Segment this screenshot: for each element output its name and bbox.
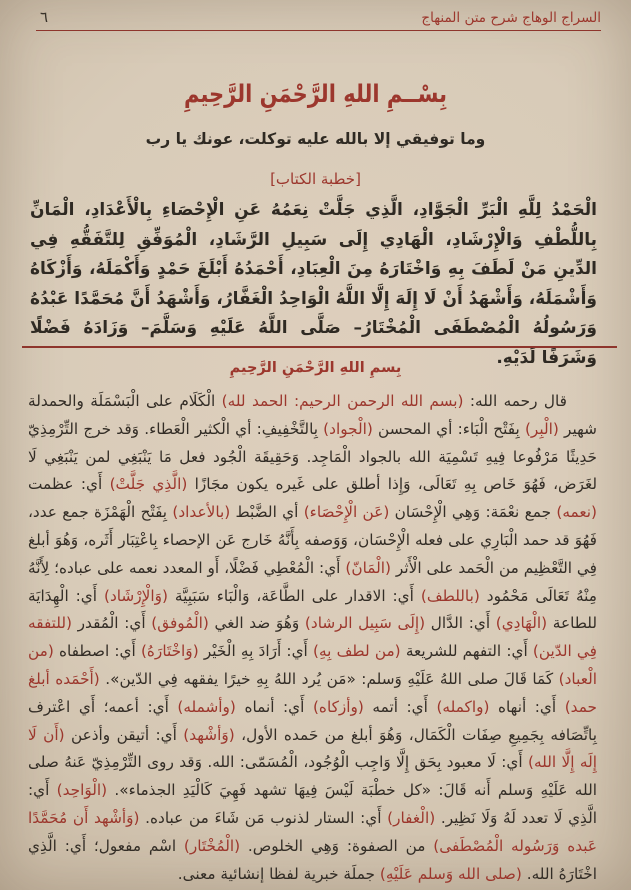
- text-segment: بِالتَّخْفِيفِ: أي الْكثير الْعَطاء. وَقد خرج التِّرْمِذِيّ حَدِيثًا مَرْفُوعا فِيهِ تَسْمِيَة الله بالجواد الْمَاجِد. وَحَقِيقَة الْجُود فعل مَا يَنْبَغِي لمن يَنْبَغِي لَا لغَرَض، فَهُوَ خَاص بِهِ تَعَالَى، وَإِذا أطلق على غَيره يكون مجَازًا: [28, 419, 597, 494]
- text-segment: (واكمله): [427, 697, 490, 716]
- text-segment: وَهُوَ ضد الغي: [208, 614, 300, 633]
- text-segment: الْكَلَام على الْبَسْمَلَة والحمدلة شهير: [28, 392, 597, 438]
- text-segment: (الْمُخْتَار): [176, 836, 241, 855]
- text-segment: أَي: عظمت: [28, 475, 103, 494]
- text-segment: بِفَتْح الْهَمْزَة جمع عدد، فَهُوَ قد حمد الْبَارِي على فعله الْإِحْسَان، وَوَصفه بِأَنَّهُ خَارج عَن الإحصاء بِاعْتِبَار أَثَره، وَهُوَ أبلغ فِي التَّعْظِيم من الْحَمد على الْأَثر: [28, 503, 597, 577]
- text-segment: أَي: أَرَادَ بِهِ الْخَيْر: [198, 642, 308, 661]
- bismillah-heading: بِسمِ اللهِ الرَّحْمَنِ الرَّحِيمِ: [229, 360, 402, 376]
- text-segment: (الَّذِي جَلَّتْ): [102, 475, 188, 494]
- text-segment: أَي: أنهاه: [489, 697, 557, 716]
- running-title: السراج الوهاج شرح متن المنهاج: [421, 10, 601, 26]
- text-segment: (وأشمله): [168, 697, 236, 716]
- basmala-calligraphy: بِسْــمِ اللهِ الرَّحْمَنِ الرَّحِيمِ: [184, 80, 447, 108]
- text-segment: (باللطف): [413, 586, 480, 605]
- text-segment: (للتفقه فِي الدّين): [28, 614, 597, 661]
- text-segment: أَي: لَا معبود بِحَق إِلَّا وَاجِب الْوُجُود، الْمُسَمّى: الله. وَقد روى التِّرْمِذِيّ عَنهُ صلى الله عَلَيْهِ وَسلم أَنه قَالَ: «كل خطْبَة لَيْسَ فِيهَا تشهد فَهِيَ كَالْيَدِ الجذماء».: [28, 753, 597, 800]
- text-segment: (بالأعداد): [167, 503, 231, 522]
- page-number: ٦: [40, 8, 49, 26]
- text-segment: أَي: الْهِدَايَة للطاعة: [28, 586, 598, 633]
- text-segment: (عَن الْإِحْصَاء): [298, 503, 390, 522]
- text-segment: (الْمَانّ): [340, 558, 391, 577]
- text-segment: (الْغفار): [381, 808, 436, 827]
- text-segment: من الصفوة: وَهِي الخلوص.: [240, 836, 426, 855]
- text-segment: (وأزكاه): [304, 697, 364, 716]
- text-segment: أَي: الاقدار على الطَّاعَة، وَالْبَاء سَبَبِيَّة: [167, 586, 414, 605]
- text-segment: (وَأشْهد أَن مُحَمَّدًا عَبده وَرَسُوله الْمُصْطَفى): [28, 808, 597, 855]
- khutbah-paragraph: الْحَمْدُ لِلَّهِ الْبَرِّ الْجَوَّادِ، الَّذِي جَلَّتْ نِعَمُهُ عَنِ الْإِحْصَاءِ بِالْأَعْدَادِ، الْمَانِّ بِاللُّطْفِ وَالْإِرْشَادِ، الْهَادِي إِلَى سَبِيلِ الرَّشَادِ، الْمُوَفِّقِ لِلتَّفَقُّهِ فِي الدِّينِ مَنْ لَطَفَ بِهِ وَاخْتَارَهُ مِنَ الْعِبَادِ، أَحْمَدُهُ أَبْلَغَ حَمْدٍ وَأَكْمَلَهُ، وَأَزْكَاهُ وَأَشْمَلَهُ، وَأَشْهَدُ أَنْ لَا إِلَهَ إِلَّا اللَّهُ الْوَاحِدُ الْغَفَّارُ، وَأَشْهَدُ أَنَّ مُحَمَّدًا عَبْدُهُ وَرَسُولُهُ الْمُصْطَفَى الْمُخْتَارُ– صَلَّى اللَّهُ عَلَيْهِ وَسَلَّمَ– وَزَادَهُ فَضْلًا وَشَرَفًا لَدَيْهِ.: [29, 200, 597, 368]
- text-segment: اسْم مفعول؛ أَي: الَّذِي اخْتَارَهُ الله.: [28, 836, 597, 883]
- text-segment: (الْوَاحِد): [49, 781, 108, 800]
- text-segment: كَمَا قَالَ صلى اللهُ عَلَيْهِ وَسلم: «مَن يُرد اللهُ بِهِ خيرًا يفقهه فِي الدّين».: [99, 669, 554, 688]
- text-segment: (من الْعباد): [28, 642, 597, 688]
- tawfiq-line: وما توفيقي إلا بالله عليه توكلت، عونك يا رب: [145, 130, 486, 148]
- text-segment: بِفَتْح الْبَاء: أي المحسن: [372, 419, 520, 438]
- text-segment: (نعمه): [551, 503, 597, 522]
- text-segment: أَي: الْمُقدر: [72, 614, 146, 633]
- text-segment: أَي: أعمه؛ أَي اعْترف بِاتِّصَافه بِجَمِيعِ صِفَات الْكَمَال، وَهُوَ أبلغ من حَمده الأول،: [28, 697, 597, 744]
- text-segment: (أَحْمَده أبلغ حمد): [28, 669, 597, 716]
- commentary-paragraph: [28, 388, 597, 888]
- text-segment: أَي: أنماه: [235, 697, 305, 716]
- text-segment: (وَأشْهد): [176, 725, 235, 744]
- text-segment: جملَة خبرية لفظا إنشائية معنى.: [177, 864, 376, 883]
- text-segment: أَي: الدَّال: [425, 614, 491, 633]
- text-segment: أَي: الستار لذنوب مَن شَاءَ من عباده.: [139, 808, 382, 827]
- text-segment: (أَن لَا إِلَه إِلَّا الله): [28, 725, 598, 772]
- text-segment: (إِلَى سَبِيل الرشاد): [299, 614, 426, 633]
- text-segment: أَي: الَّذِي لَا تعدد لَهُ وَلَا نَظِير.: [28, 781, 597, 827]
- text-segment: (الْهَادِي): [490, 614, 548, 633]
- section-divider-rule: [22, 346, 617, 348]
- text-segment: (الْجواد): [318, 419, 373, 438]
- text-segment: أي الضَّبْط: [230, 503, 299, 522]
- page-header: [36, 8, 601, 31]
- text-segment: جمع نعْمَة: وَهِي الْإِحْسَان: [389, 503, 552, 522]
- text-segment: (الْمُوفق): [145, 614, 209, 633]
- text-segment: قال رحمه الله:: [463, 392, 567, 410]
- text-segment: أَي: الْمُعْطِي فَضْلًا، أَو المعدد نعمه على عباده؛ لِأَنَّهُ مِنْهُ تَعَالَى مَحْمُود: [28, 558, 597, 605]
- text-segment: أَي: أتمه: [363, 697, 428, 716]
- text-segment: (وَالْإِرْشَاد): [97, 586, 168, 605]
- chapter-heading: [خطبة الكتاب]: [270, 170, 361, 188]
- text-segment: (الْبِر): [519, 419, 559, 438]
- text-segment: أَي: اصطفاه: [53, 642, 136, 661]
- text-segment: (وَاخْتَارَهُ): [135, 642, 199, 661]
- text-segment: (صلى الله وَسلم عَلَيْهِ): [375, 864, 522, 883]
- text-segment: أَي: أتيقن وأذعن: [64, 725, 177, 744]
- text-segment: (بسم الله الرحمن الرحيم: الحمد لله): [215, 392, 464, 410]
- text-segment: أَي: التفهم للشريعة: [400, 642, 528, 661]
- text-segment: (من لطف بِهِ): [307, 642, 401, 661]
